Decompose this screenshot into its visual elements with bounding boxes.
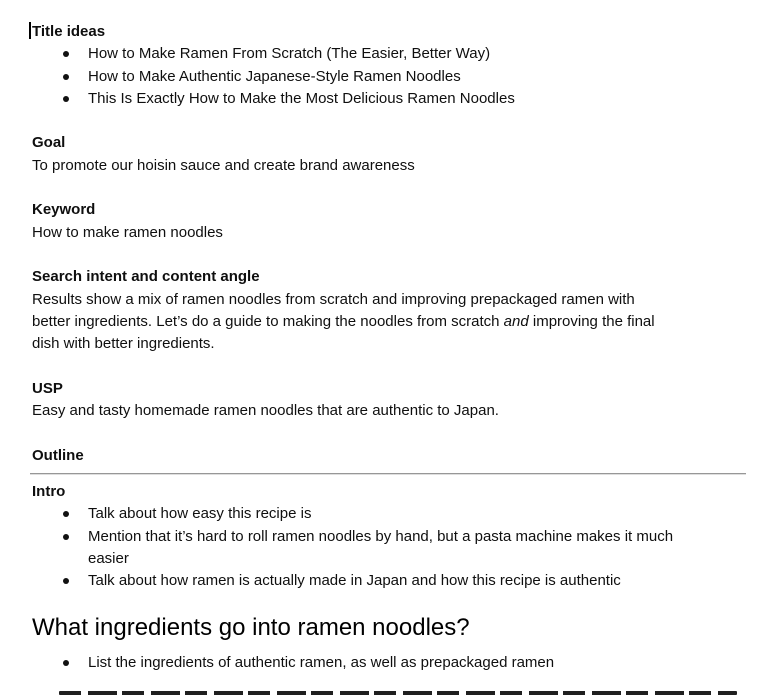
section-heading-search-intent: Search intent and content angle [32,268,260,286]
cut-off-next-text-line [59,691,737,695]
section-heading-title-ideas [32,21,740,43]
section-outline [32,445,740,467]
section-search-intent [32,266,740,355]
bullet-dot-icon [63,534,69,540]
section-title-ideas [32,21,740,110]
section-usp [32,378,740,423]
bullet-dot-icon [63,578,69,584]
section-heading-usp: USP [32,379,63,397]
bullet-item [32,66,740,88]
text-span: improving the final [528,312,655,330]
bullet-item [32,88,740,110]
bullet-dot-icon [63,660,69,666]
bullet-text: Talk about how ramen is actually made in Japan and how this recipe is authentic [88,572,621,590]
bullet-text [88,526,740,571]
section-intro [32,481,740,592]
text-line: To promote our hoisin sauce and create brand awareness [32,156,415,174]
text-line: dish with better ingredients. [32,335,215,353]
bullet-dot-icon [63,51,69,57]
section-goal [32,132,740,177]
section-keyword [32,199,740,244]
bullet-dot-icon [63,96,69,102]
text-cursor-caret [29,22,31,39]
text-line: easier [88,549,129,567]
text-line: How to make ramen noodles [32,223,223,241]
bullet-item [32,526,740,571]
bullet-text: Talk about how easy this recipe is [88,505,312,523]
bullet-text: List the ingredients of authentic ramen, as well as prepackaged ramen [88,654,555,672]
section-heading-ingredients: What ingredients go into ramen noodles? [32,614,470,642]
text-line: Easy and tasty homemade ramen noodles that are authentic to Japan. [32,402,499,420]
section-heading-outline: Outline [32,446,84,464]
section-heading-goal: Goal [32,134,66,152]
bullet-dot-icon [63,511,69,517]
bullet-item [32,570,740,592]
bullet-dot-icon [63,74,69,80]
bullet-item [32,652,740,674]
text-line [32,311,740,333]
text-line: Mention that it’s hard to roll ramen noodles by hand, but a pasta machine makes it much [88,527,674,545]
text-line: Results show a mix of ramen noodles from scratch and improving prepackaged ramen with [32,290,635,308]
section-heading-label: Title ideas [32,23,106,40]
section-heading-intro: Intro [32,482,66,500]
bullet-item [32,43,740,65]
italic-text-span: and [503,312,529,330]
horizontal-rule [30,473,746,474]
section-heading-keyword: Keyword [32,201,96,219]
bullet-text: How to Make Ramen From Scratch (The Easier, Better Way) [88,45,491,63]
bullet-text: How to Make Authentic Japanese-Style Ramen Noodles [88,67,461,85]
bullet-text: This Is Exactly How to Make the Most Delicious Ramen Noodles [88,89,515,107]
bullet-item [32,503,740,525]
text-span: better ingredients. Let’s do a guide to making the noodles from scratch [32,312,504,330]
